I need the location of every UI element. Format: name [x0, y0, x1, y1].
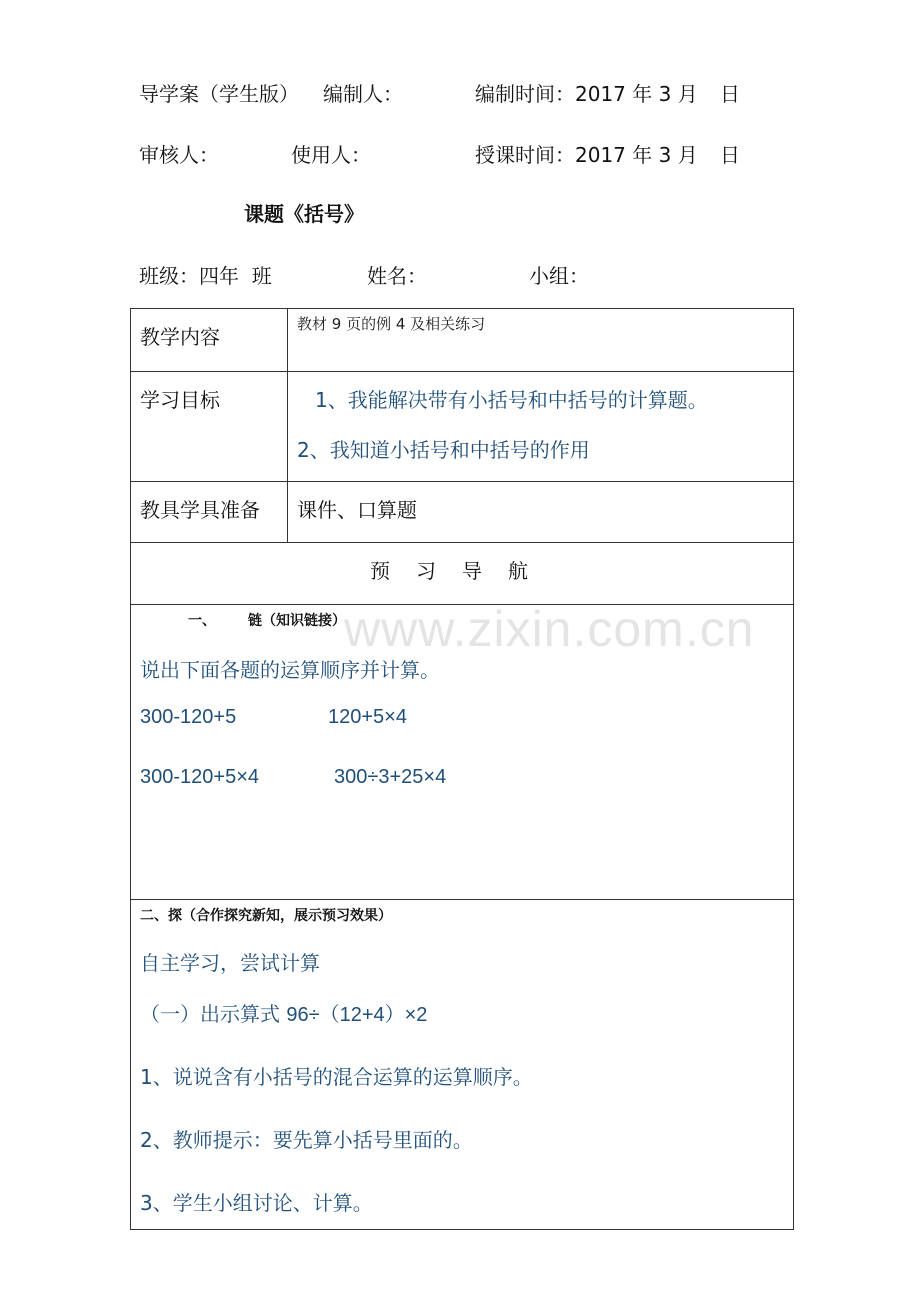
day-char-2: 日 — [720, 143, 740, 167]
guide-heading: 预习导航 — [131, 543, 794, 605]
month-char: 月 — [677, 82, 698, 106]
compile-year: 2017 — [575, 82, 626, 106]
section2-formula-line — [140, 998, 793, 1027]
expr-row-2 — [140, 766, 793, 790]
content-label: 教学内容 — [131, 309, 288, 372]
goal-cell — [288, 372, 794, 482]
compile-time-label: 编制时间： — [475, 82, 575, 106]
row-section1 — [131, 605, 794, 900]
teach-time-label: 授课时间： — [475, 143, 575, 167]
class-label — [139, 260, 272, 289]
step-item: 1、说说含有小括号的混合运算的运算顺序。 — [140, 1065, 533, 1089]
step-item: 3、学生小组讨论、计算。 — [140, 1191, 373, 1215]
year-char: 年 — [632, 143, 653, 167]
expression: 120+5×4 — [328, 706, 407, 728]
row-goals — [131, 372, 794, 482]
formula: 96÷（12+4）×2 — [286, 1004, 428, 1026]
year-char: 年 — [632, 82, 653, 106]
section1-cell — [131, 605, 794, 900]
group-label: 小组： — [529, 264, 589, 288]
section2-cell — [131, 900, 794, 1230]
content-value: 教材 9 页的例 4 及相关练习 — [297, 315, 486, 333]
compiler-label: 编制人： — [323, 82, 403, 106]
section2-subtitle: 自主学习，尝试计算 — [140, 951, 320, 975]
class-suffix: 班 — [251, 264, 272, 288]
row-guide — [131, 543, 794, 605]
goal-item: 1、我能解决带有小括号和中括号的计算题。 — [315, 388, 708, 412]
content-cell — [288, 309, 794, 372]
user-label: 使用人： — [291, 143, 371, 167]
row-content — [131, 309, 794, 372]
lesson-table — [130, 308, 794, 1230]
goal-label: 学习目标 — [131, 372, 288, 482]
section1-title-text: 链（知识链接） — [248, 613, 346, 629]
lesson-title: 课题《括号》 — [244, 202, 364, 226]
section1-instruction: 说出下面各题的运算顺序并计算。 — [140, 658, 440, 682]
expression: 300-120+5 — [140, 706, 237, 728]
section2-title: 二、探（合作探究新知，展示预习效果） — [140, 908, 392, 924]
teach-time — [475, 139, 698, 168]
row-section2 — [131, 900, 794, 1230]
row-tools — [131, 482, 794, 543]
class-label-text: 班级：四年 — [139, 264, 239, 288]
tools-label: 教具学具准备 — [131, 482, 288, 543]
day-char-1: 日 — [720, 82, 740, 106]
expression: 300÷3+25×4 — [334, 766, 447, 788]
section1-title — [140, 610, 793, 630]
expression: 300-120+5×4 — [140, 766, 260, 788]
header-doc-type: 导学案（学生版） — [139, 82, 299, 106]
compile-time — [475, 78, 698, 107]
goal-item: 2、我知道小括号和中括号的作用 — [297, 438, 590, 462]
section1-num: 一、 — [188, 613, 216, 629]
watermark: www.zixin.com.cn — [344, 601, 755, 657]
step-item: 2、教师提示：要先算小括号里面的。 — [140, 1128, 473, 1152]
reviewer-label: 审核人： — [139, 143, 219, 167]
month-char: 月 — [677, 143, 698, 167]
formula-label: （一）出示算式 — [140, 1002, 280, 1026]
name-label: 姓名： — [367, 264, 427, 288]
compile-month: 3 — [658, 82, 672, 106]
tools-value: 课件、口算题 — [297, 498, 417, 522]
tools-cell — [288, 482, 794, 543]
teach-year: 2017 — [575, 143, 626, 167]
expr-row-1 — [140, 706, 793, 730]
teach-month: 3 — [658, 143, 672, 167]
